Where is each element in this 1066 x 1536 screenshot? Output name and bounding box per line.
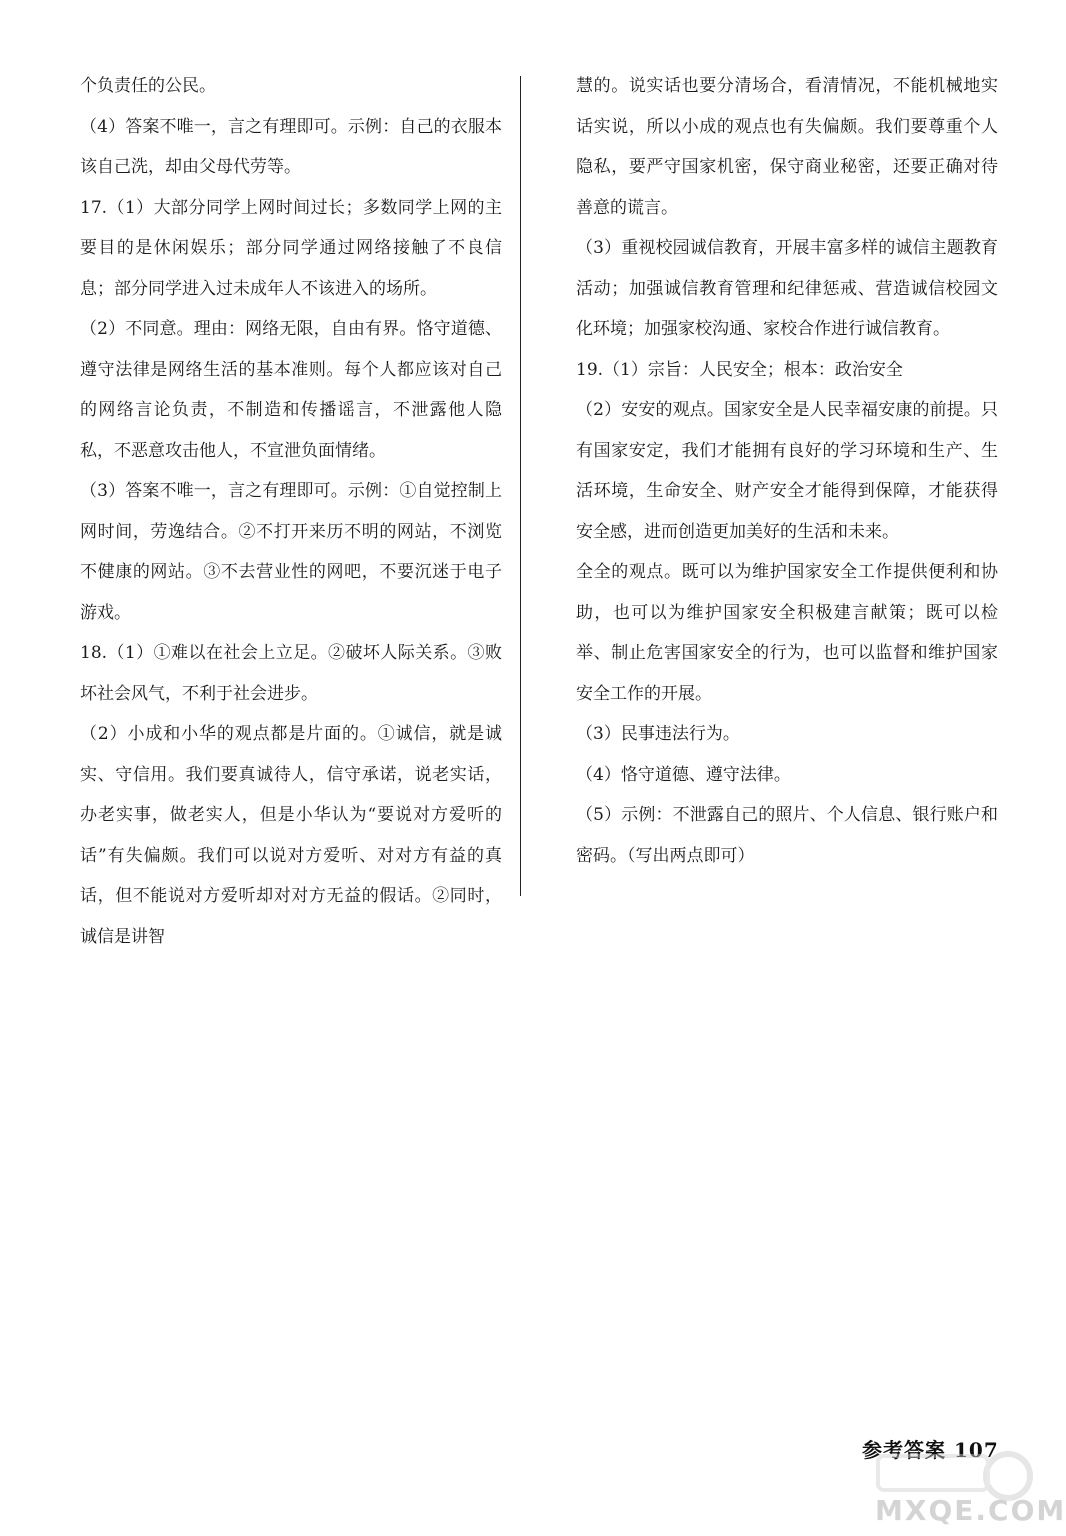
answer-paragraph: 19.（1）宗旨：人民安全；根本：政治安全 xyxy=(576,359,903,380)
answer-paragraph: （2）小成和小华的观点都是片面的。①诚信，就是诚实、守信用。我们要真诚待人，信守承诺，说老实话，办老实事，做老实人，但是小华认为“要说对方爱听的话”有失偏颇。我们可以说对方爱听、对对方有益的真话，但不能说对方爱听却对对方无益的假话。②同时，诚信是讲智 xyxy=(80,724,502,947)
answer-paragraph: （3）民事违法行为。 xyxy=(576,724,740,744)
answer-paragraph: （5）示例：不泄露自己的照片、个人信息、银行账户和密码。（写出两点即可） xyxy=(576,805,998,866)
right-column xyxy=(576,66,998,876)
answer-paragraph: （4）答案不唯一，言之有理即可。示例：自己的衣服本该自己洗，却由父母代劳等。 xyxy=(80,116,502,177)
answer-paragraph: 全全的观点。既可以为维护国家安全工作提供便利和协助，也可以为维护国家安全积极建言献策；既可以检举、制止危害国家安全的行为，也可以监督和维护国家安全工作的开展。 xyxy=(576,562,998,704)
answer-paragraph: 个负责任的公民。 xyxy=(80,76,216,96)
answer-paragraph: 慧的。说实话也要分清场合，看清情况，不能机械地实话实说，所以小成的观点也有失偏颇。我们要尊重个人隐私，要严守国家机密，保守商业秘密，还要正确对待善意的谎言。 xyxy=(576,76,998,218)
footer-label: 参考答案 xyxy=(862,1438,946,1462)
left-column xyxy=(80,66,502,957)
answer-paragraph: 17.（1）大部分同学上网时间过长；多数同学上网的主要目的是休闲娱乐；部分同学通过网络接触了不良信息；部分同学进入过未成年人不该进入的场所。 xyxy=(80,197,502,299)
answer-paragraph: （2）安安的观点。国家安全是人民幸福安康的前提。只有国家安定，我们才能拥有良好的学习环境和生产、生活环境，生命安全、财产安全才能得到保障，才能获得安全感，进而创造更加美好的生活和未来。 xyxy=(576,400,998,542)
column-divider xyxy=(520,76,521,896)
answer-paragraph: （3）答案不唯一，言之有理即可。示例：①自觉控制上网时间，劳逸结合。②不打开来历不明的网站，不浏览不健康的网站。③不去营业性的网吧，不要沉迷于电子游戏。 xyxy=(80,481,502,623)
answer-paragraph: （3）重视校园诚信教育，开展丰富多样的诚信主题教育活动；加强诚信教育管理和纪律惩戒、营造诚信校园文化环境；加强家校沟通、家校合作进行诚信教育。 xyxy=(576,238,998,339)
answer-paragraph: （4）恪守道德、遵守法律。 xyxy=(576,764,791,785)
answer-paragraph: 18.（1）①难以在社会上立足。②破坏人际关系。③败坏社会风气，不利于社会进步。 xyxy=(80,643,502,704)
watermark-text: MXQE.COM xyxy=(875,1494,1066,1527)
answer-paragraph: （2）不同意。理由：网络无限，自由有界。恪守道德、遵守法律是网络生活的基本准则。每个人都应该对自己的网络言论负责，不制造和传播谣言，不泄露他人隐私，不恶意攻击他人，不宣泄负面情绪。 xyxy=(80,319,502,461)
page-number: 107 xyxy=(954,1438,999,1462)
